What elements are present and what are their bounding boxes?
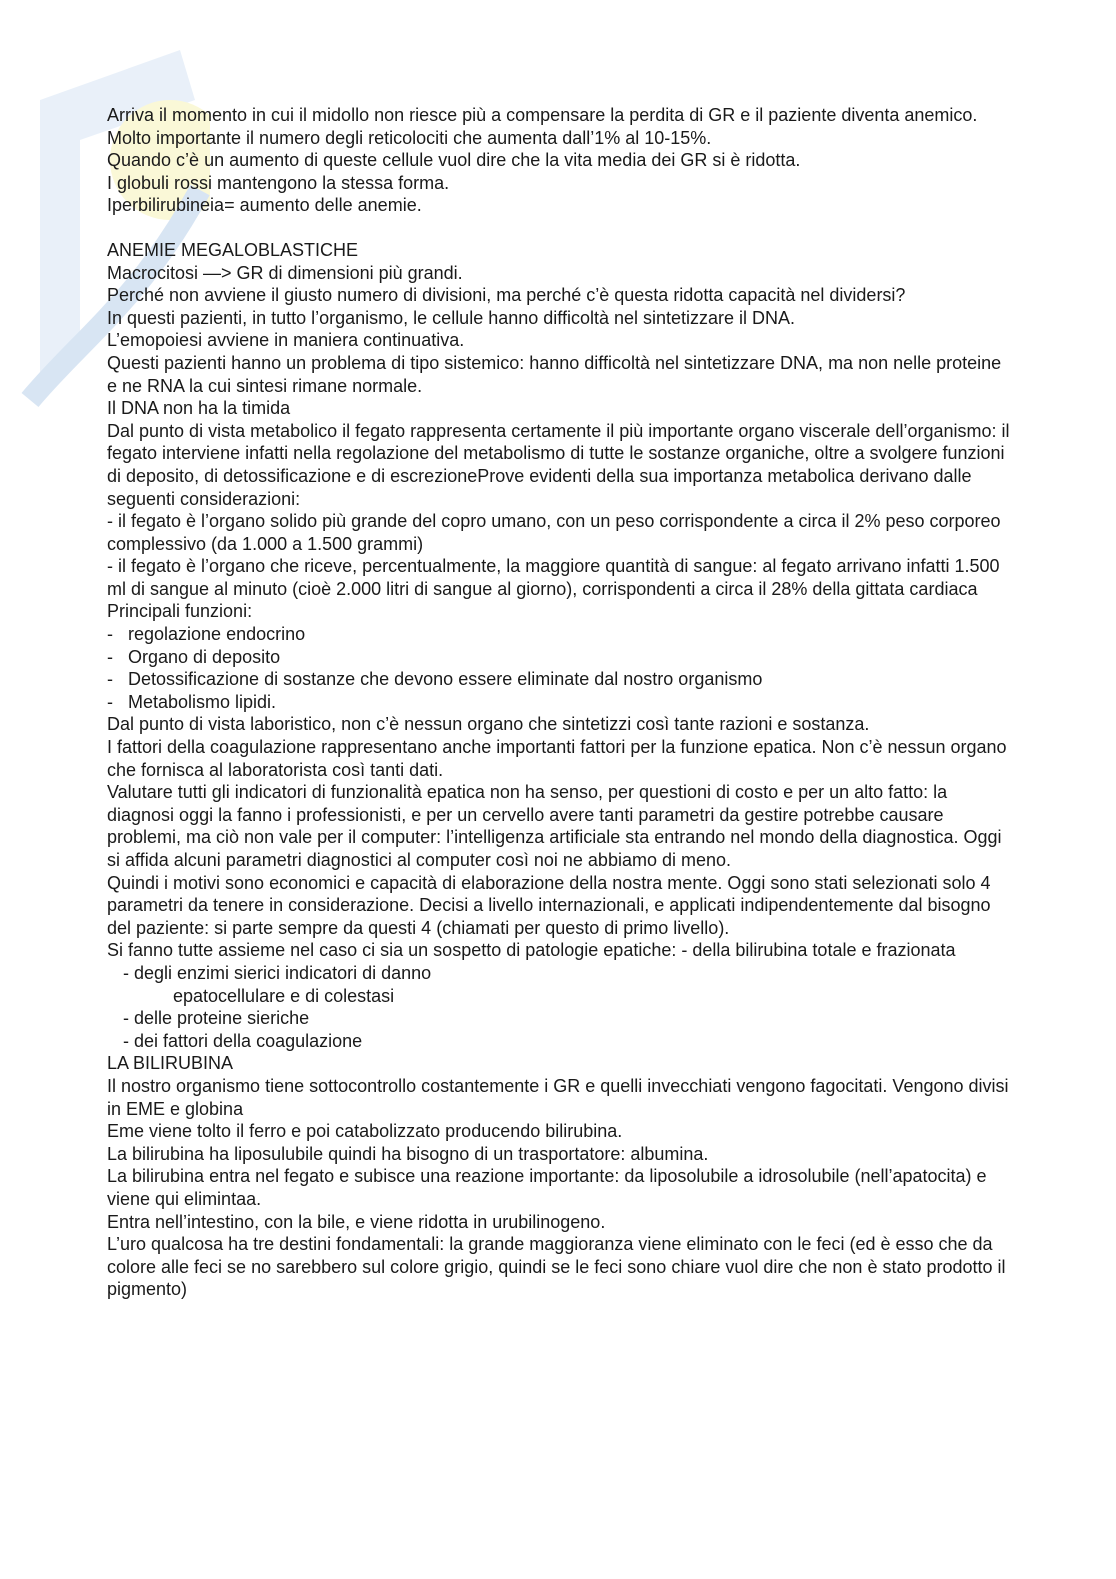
list-item-text: Metabolismo lipidi. [128,691,277,712]
section-heading: LA BILIRUBINA [107,1053,234,1074]
paragraph: Il DNA non ha la timida [107,398,291,419]
list-item-text: Organo di deposito [128,646,281,667]
paragraph: Perché non avviene il giusto numero di divisioni, ma perché c’è questa ridotta capacità nel dividersi? [107,285,906,306]
paragraph: - il fegato è l’organo che riceve, percentualmente, la maggiore quantità di sangue: al fegato arrivano infatti 1.500 ml di sangue al minuto (cioè 2.000 litri di sangue al giorno), corrispondenti a circa il 28% della gittata cardiaca [107,556,1000,599]
paragraph: Eme viene tolto il ferro e poi catabolizzato producendo bilirubina. [107,1121,623,1142]
paragraph: La bilirubina ha liposulubile quindi ha bisogno di un trasportatore: albumina. [107,1143,709,1164]
list-marker: - [107,669,113,690]
list-marker: - [107,691,113,712]
paragraph: I globuli rossi mantengono la stessa forma. [107,172,450,193]
document-page [107,104,1012,1301]
test-item: - delle proteine sieriche [123,1008,310,1029]
paragraph: In questi pazienti, in tutto l’organismo, le cellule hanno difficoltà nel sintetizzare il DNA. [107,307,796,328]
paragraph: I fattori della coagulazione rappresentano anche importanti fattori per la funzione epatica. Non c’è nessun organo che fornisca al laboratorista così tanti dati. [107,737,1007,780]
paragraph: Arriva il momento in cui il midollo non riesce più a compensare la perdita di GR e il paziente diventa anemico. [107,105,978,125]
paragraph: Il nostro organismo tiene sottocontrollo costantemente i GR e quelli invecchiati vengono fagocitati. Vengono divisi in EME e globina [107,1075,1009,1119]
list-marker: - [107,646,113,667]
paragraph: Dal punto di vista laboristico, non c’è nessun organo che sintetizzi così tante razioni e sostanza. [107,714,870,735]
list-item [107,668,1012,691]
test-item-continuation: epatocellulare e di colestasi [173,985,395,1006]
paragraph: Iperbilirubineia= aumento delle anemie. [107,195,422,216]
paragraph: L’emopoiesi avviene in maniera continuativa. [107,330,465,351]
paragraph: L’uro qualcosa ha tre destini fondamentali: la grande maggioranza viene eliminato con le feci (ed è esso che da colore alle feci se no sarebbero sul colore grigio, quindi se le feci sono chiare vuol dire che non è stato prodotto il pigmento) [107,1234,1006,1300]
paragraph: Quindi i motivi sono economici e capacità di elaborazione della nostra mente. Oggi sono stati selezionati solo 4 parametri da tenere in considerazione. Decisi a livello internazionali, e applicati indipendentemente dal bisogno del paziente: si parte sempre da questi 4 (chiamati per questo di primo livello). [107,872,991,938]
list-marker: - [107,624,113,645]
paragraph: Macrocitosi —> GR di dimensioni più grandi. [107,262,463,283]
paragraph: Questi pazienti hanno un problema di tipo sistemico: hanno difficoltà nel sintetizzare DNA, ma non nelle proteine e ne RNA la cui sintesi rimane normale. [107,352,1002,396]
list-item [107,646,1012,669]
paragraph: Quando c’è un aumento di queste cellule vuol dire che la vita media dei GR si è ridotta. [107,150,801,171]
paragraph: Valutare tutti gli indicatori di funzionalità epatica non ha senso, per questioni di costo e per un alto fatto: la diagnosi oggi la fanno i professionisti, e per un cervello avere tanti parametri da gestire potrebbe causare problemi, ma ciò non vale per il computer: l’intelligenza artificiale sta entrando nel mondo della diagnostica. Oggi si affida alcuni parametri diagnostici al computer così noi ne abbiamo di meno. [107,782,1002,870]
list-item-text: Detossificazione di sostanze che devono essere eliminate dal nostro organismo [128,669,763,690]
paragraph: Si fanno tutte assieme nel caso ci sia un sospetto di patologie epatiche: - della bilirubina totale e frazionata [107,940,956,961]
list-item [107,691,1012,714]
paragraph: - il fegato è l’organo solido più grande del copro umano, con un peso corrispondente a circa il 2% peso corporeo complessivo (da 1.000 a 1.500 grammi) [107,511,1001,554]
paragraph: Entra nell’intestino, con la bile, e viene ridotta in urubilinogeno. [107,1211,606,1232]
test-item: - degli enzimi sierici indicatori di danno [123,962,432,983]
list-item [107,623,1012,646]
paragraph: Principali funzioni: [107,601,253,622]
list-item-text: regolazione endocrino [128,624,306,645]
test-item: - dei fattori della coagulazione [123,1030,363,1051]
paragraph: Dal punto di vista metabolico il fegato rappresenta certamente il più importante organo viscerale dell’organismo: il fegato interviene infatti nella regolazione del metabolismo di tutte le sostanze organiche, oltre a svolgere funzioni di deposito, di detossificazione e di escrezioneProve evidenti della sua importanza metabolica derivano dalle seguenti considerazioni: [107,420,1010,509]
paragraph: Molto importante il numero degli reticolociti che aumenta dall’1% al 10-15%. [107,127,712,148]
paragraph: La bilirubina entra nel fegato e subisce una reazione importante: da liposolubile a idrosolubile (nell’apatocita) e viene qui elimintaa. [107,1166,987,1209]
section-heading: ANEMIE MEGALOBLASTICHE [107,239,359,260]
